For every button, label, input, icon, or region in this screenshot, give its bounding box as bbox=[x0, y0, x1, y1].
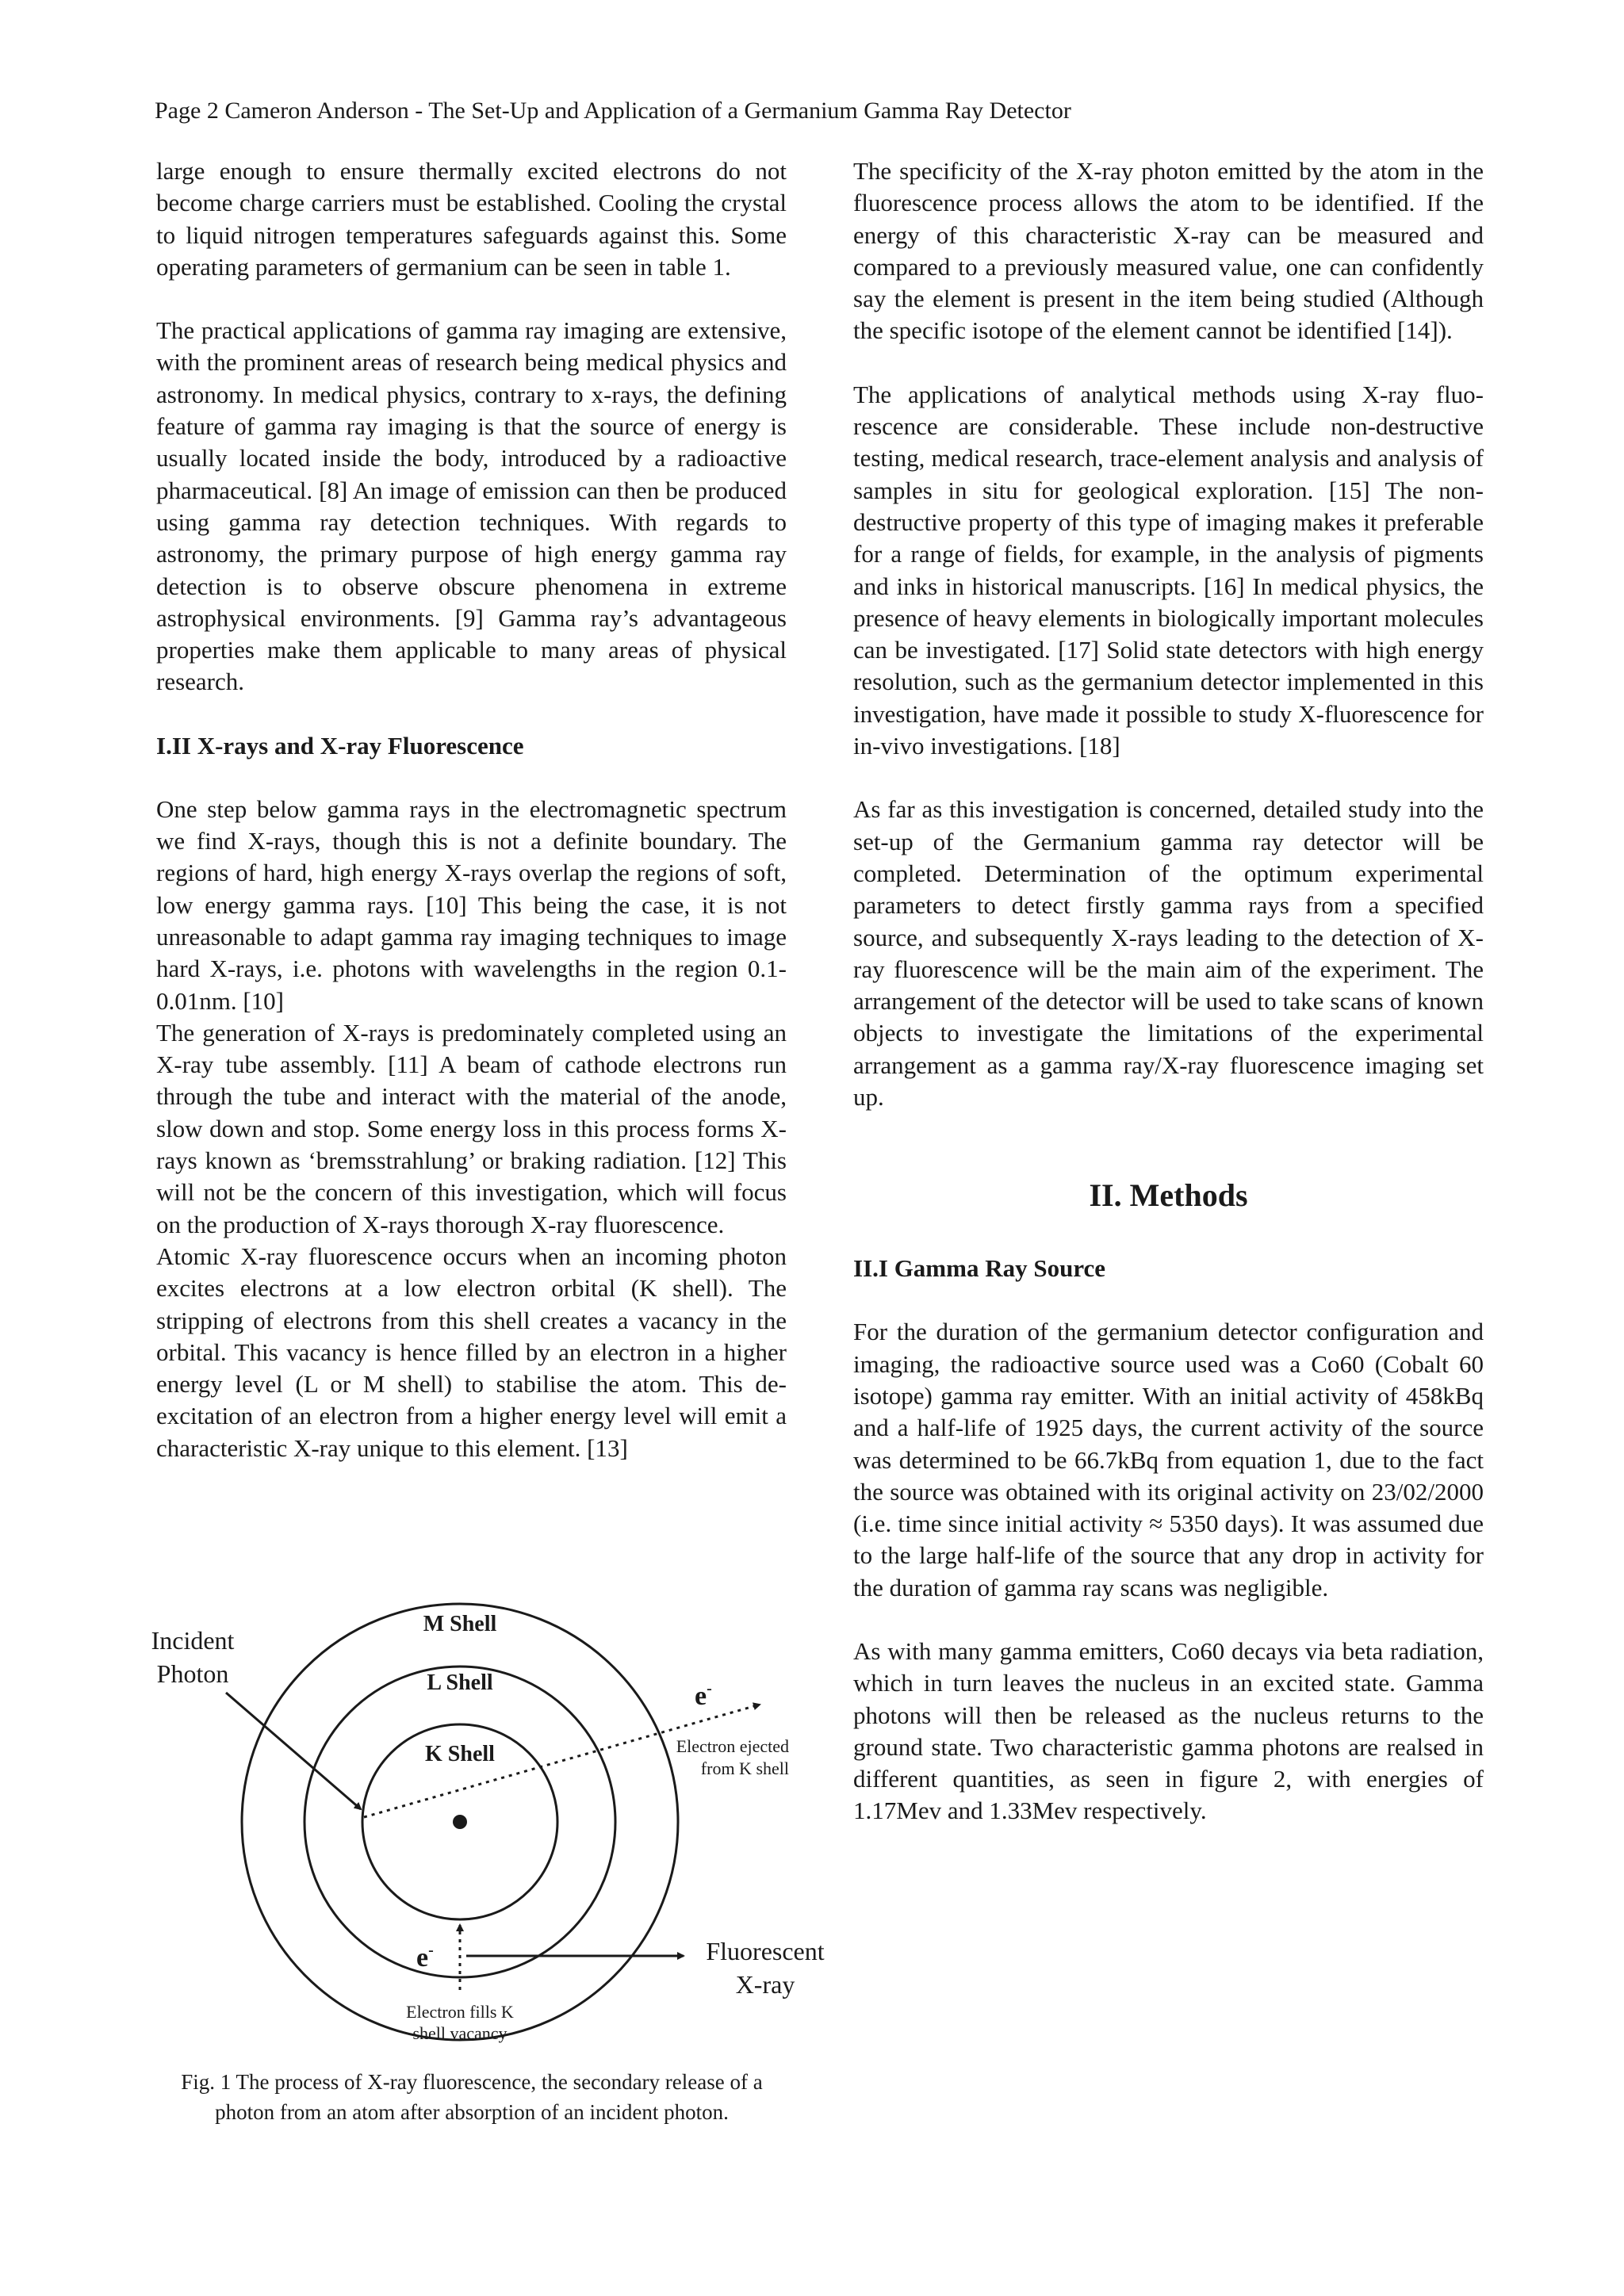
figure-caption: Fig. 1 The process of X-ray fluorescence, the secondary release of a photon from an atom after absorption of an incident photon. bbox=[181, 2070, 763, 2124]
right-column bbox=[853, 155, 1484, 1827]
section-heading: I.II X-rays and X-ray Fluorescence bbox=[156, 731, 524, 760]
ejected-electron-label: Electron ejected bbox=[676, 1736, 789, 1756]
paragraph: For the duration of the germanium detector configuration and imaging, the radioactive source used was a Co60 (Cobalt 60 isotope) gamma ray emitter. With an initial activity of 458kBq and a half-life of 1925 days, the current activity of the source was determined to be 66.7kBq from equation 1, due to the fact the source was obtained with its original activity on 23/02/2000 (i.e. time since initial activity ≈ 5350 days). It was assumed due to the large half-life of the source that any drop in activity for the duration of gamma ray scans was negligible. bbox=[853, 1318, 1484, 1601]
subsection-heading: II.I Gamma Ray Source bbox=[853, 1254, 1106, 1283]
paragraph: The applications of analytical methods using X-ray fluorescence are considerable. These include non-destructive testing, medical research, trace-element analysis and analysis of samples in situ for geological exploration. [15] The non-destructive property of this type of imaging makes it preferable for a range of fields, for example, in the analysis of pigments and inks in historical manuscripts. [16] In medical physics, the presence of heavy elements in biologically important molecules can be investigated. [17] Solid state detectors with high energy resolution, such as the germanium detector implemented in this investigation, have made it possible to study X-fluorescence for in-vivo investigations. [18] bbox=[853, 380, 1484, 760]
paragraph: large enough to ensure thermally excited electrons do not become charge carriers must be established. Cooling the crystal to liquid nitrogen temperatures safeguards against this. Some operating parameters of germanium can be seen in table 1. bbox=[156, 157, 787, 281]
electron-fills-label: Electron fills K bbox=[406, 2002, 514, 2022]
electron-fills-label: shell vacancy bbox=[412, 2023, 508, 2043]
filling-electron-symbol: e- bbox=[416, 1942, 434, 1973]
paragraph: The specificity of the X-ray photon emitted by the atom in the fluorescence process allows the atom to be identified. If the energy of this characteristic X-ray can be measured and compared to a previously measured value, one can confidently say the element is present in the item being studied (Although the specific isotope of the element cannot be identified [14]). bbox=[853, 157, 1484, 345]
section-title: II. Methods bbox=[1089, 1177, 1248, 1214]
paragraph: One step below gamma rays in the electromagnetic spectrum we find X-rays, though this is not a definite boundary. The regions of hard, high energy X-rays overlap the regions of soft, low energy gamma rays. [10] This being the case, it is not unreasonable to adapt gamma ray imaging techniques to image hard X-rays, i.e. photons with wavelengths in the region 0.1-0.01nm. [10] bbox=[156, 794, 787, 1015]
left-column bbox=[156, 155, 787, 1464]
paragraph: As with many gamma emitters, Co60 decays via beta radiation, which in turn leaves the nucleus in an excited state. Gamma photons will then be released as the nucleus returns to the ground state. Two characteristic gamma photons are realsed in different quantities, as seen in figure 2, with energies of 1.17Mev and 1.33Mev respectively. bbox=[853, 1636, 1484, 1825]
paragraph: As far as this investigation is concerned, detailed study into the set-up of the Germanium gamma ray detector will be completed. Determination of the optimum experimental parameters to detect firstly gamma rays from a specified source, and subsequently X-rays leading to the detection of X-ray fluorescence will be the main aim of the experiment. The arrangement of the detector will be used to take scans of known objects to investigate the limitations of the experimental arrangement as a gamma ray/X-ray fluorescence imaging set up. bbox=[853, 795, 1484, 1112]
paragraph: The generation of X-rays is predominately completed using an X-ray tube assembly. [11] A beam of cathode electrons run through the tube and interact with the material of the anode, slow down and stop. Some energy loss in this process forms X-rays known as ‘bremsstrahlung’ or braking radiation. [12] This will not be the concern of this investigation, which will focus on the production of X-rays thorough X-ray fluorescence. bbox=[156, 1018, 787, 1238]
k-shell-label: K Shell bbox=[425, 1742, 495, 1766]
nucleus bbox=[453, 1815, 467, 1829]
ejected-electron-symbol: e- bbox=[695, 1680, 712, 1711]
fluorescent-xray-label: Fluorescent bbox=[706, 1937, 825, 1965]
m-shell-label: M Shell bbox=[423, 1612, 497, 1636]
paragraph: Atomic X-ray fluorescence occurs when an incoming photon excites electrons at a low electron orbital (K shell). The stripping of electrons from this shell creates a vacancy in the orbital. This vacancy is hence filled by an electron in a higher energy level (L or M shell) to stabilise the atom. This de-excitation of an electron from a higher energy level will emit a characteristic X-ray unique to this element. [13] bbox=[156, 1242, 787, 1462]
figure-xray-fluorescence bbox=[143, 1594, 825, 2053]
paragraph: The practical applications of gamma ray imaging are extensive, with the prominent areas of research being medical physics and astronomy. In medical physics, contrary to x-rays, the defining feature of gamma ray imaging is that the source of energy is usually located inside the body, introduced by a radioactive pharmaceutical. [8] An image of emission can then be produced using gamma ray detection techniques. With regards to astronomy, the primary purpose of high energy gamma ray detection is to observe obscure phenomena in extreme astrophysical environments. [9] Gamma ray’s advantageous properties make them applicable to many areas of physical research. bbox=[156, 316, 787, 696]
incident-photon-label: Photon bbox=[156, 1659, 229, 1688]
ejected-electron-label: from K shell bbox=[700, 1758, 789, 1778]
fluorescent-xray-label: X-ray bbox=[735, 1970, 795, 1999]
running-header: Page 2 Cameron Anderson - The Set-Up and Application of a Germanium Gamma Ray Detector bbox=[155, 98, 1071, 124]
incident-photon-arrow bbox=[226, 1693, 361, 1809]
l-shell-label: L Shell bbox=[427, 1670, 493, 1695]
incident-photon-label: Incident bbox=[151, 1626, 235, 1655]
